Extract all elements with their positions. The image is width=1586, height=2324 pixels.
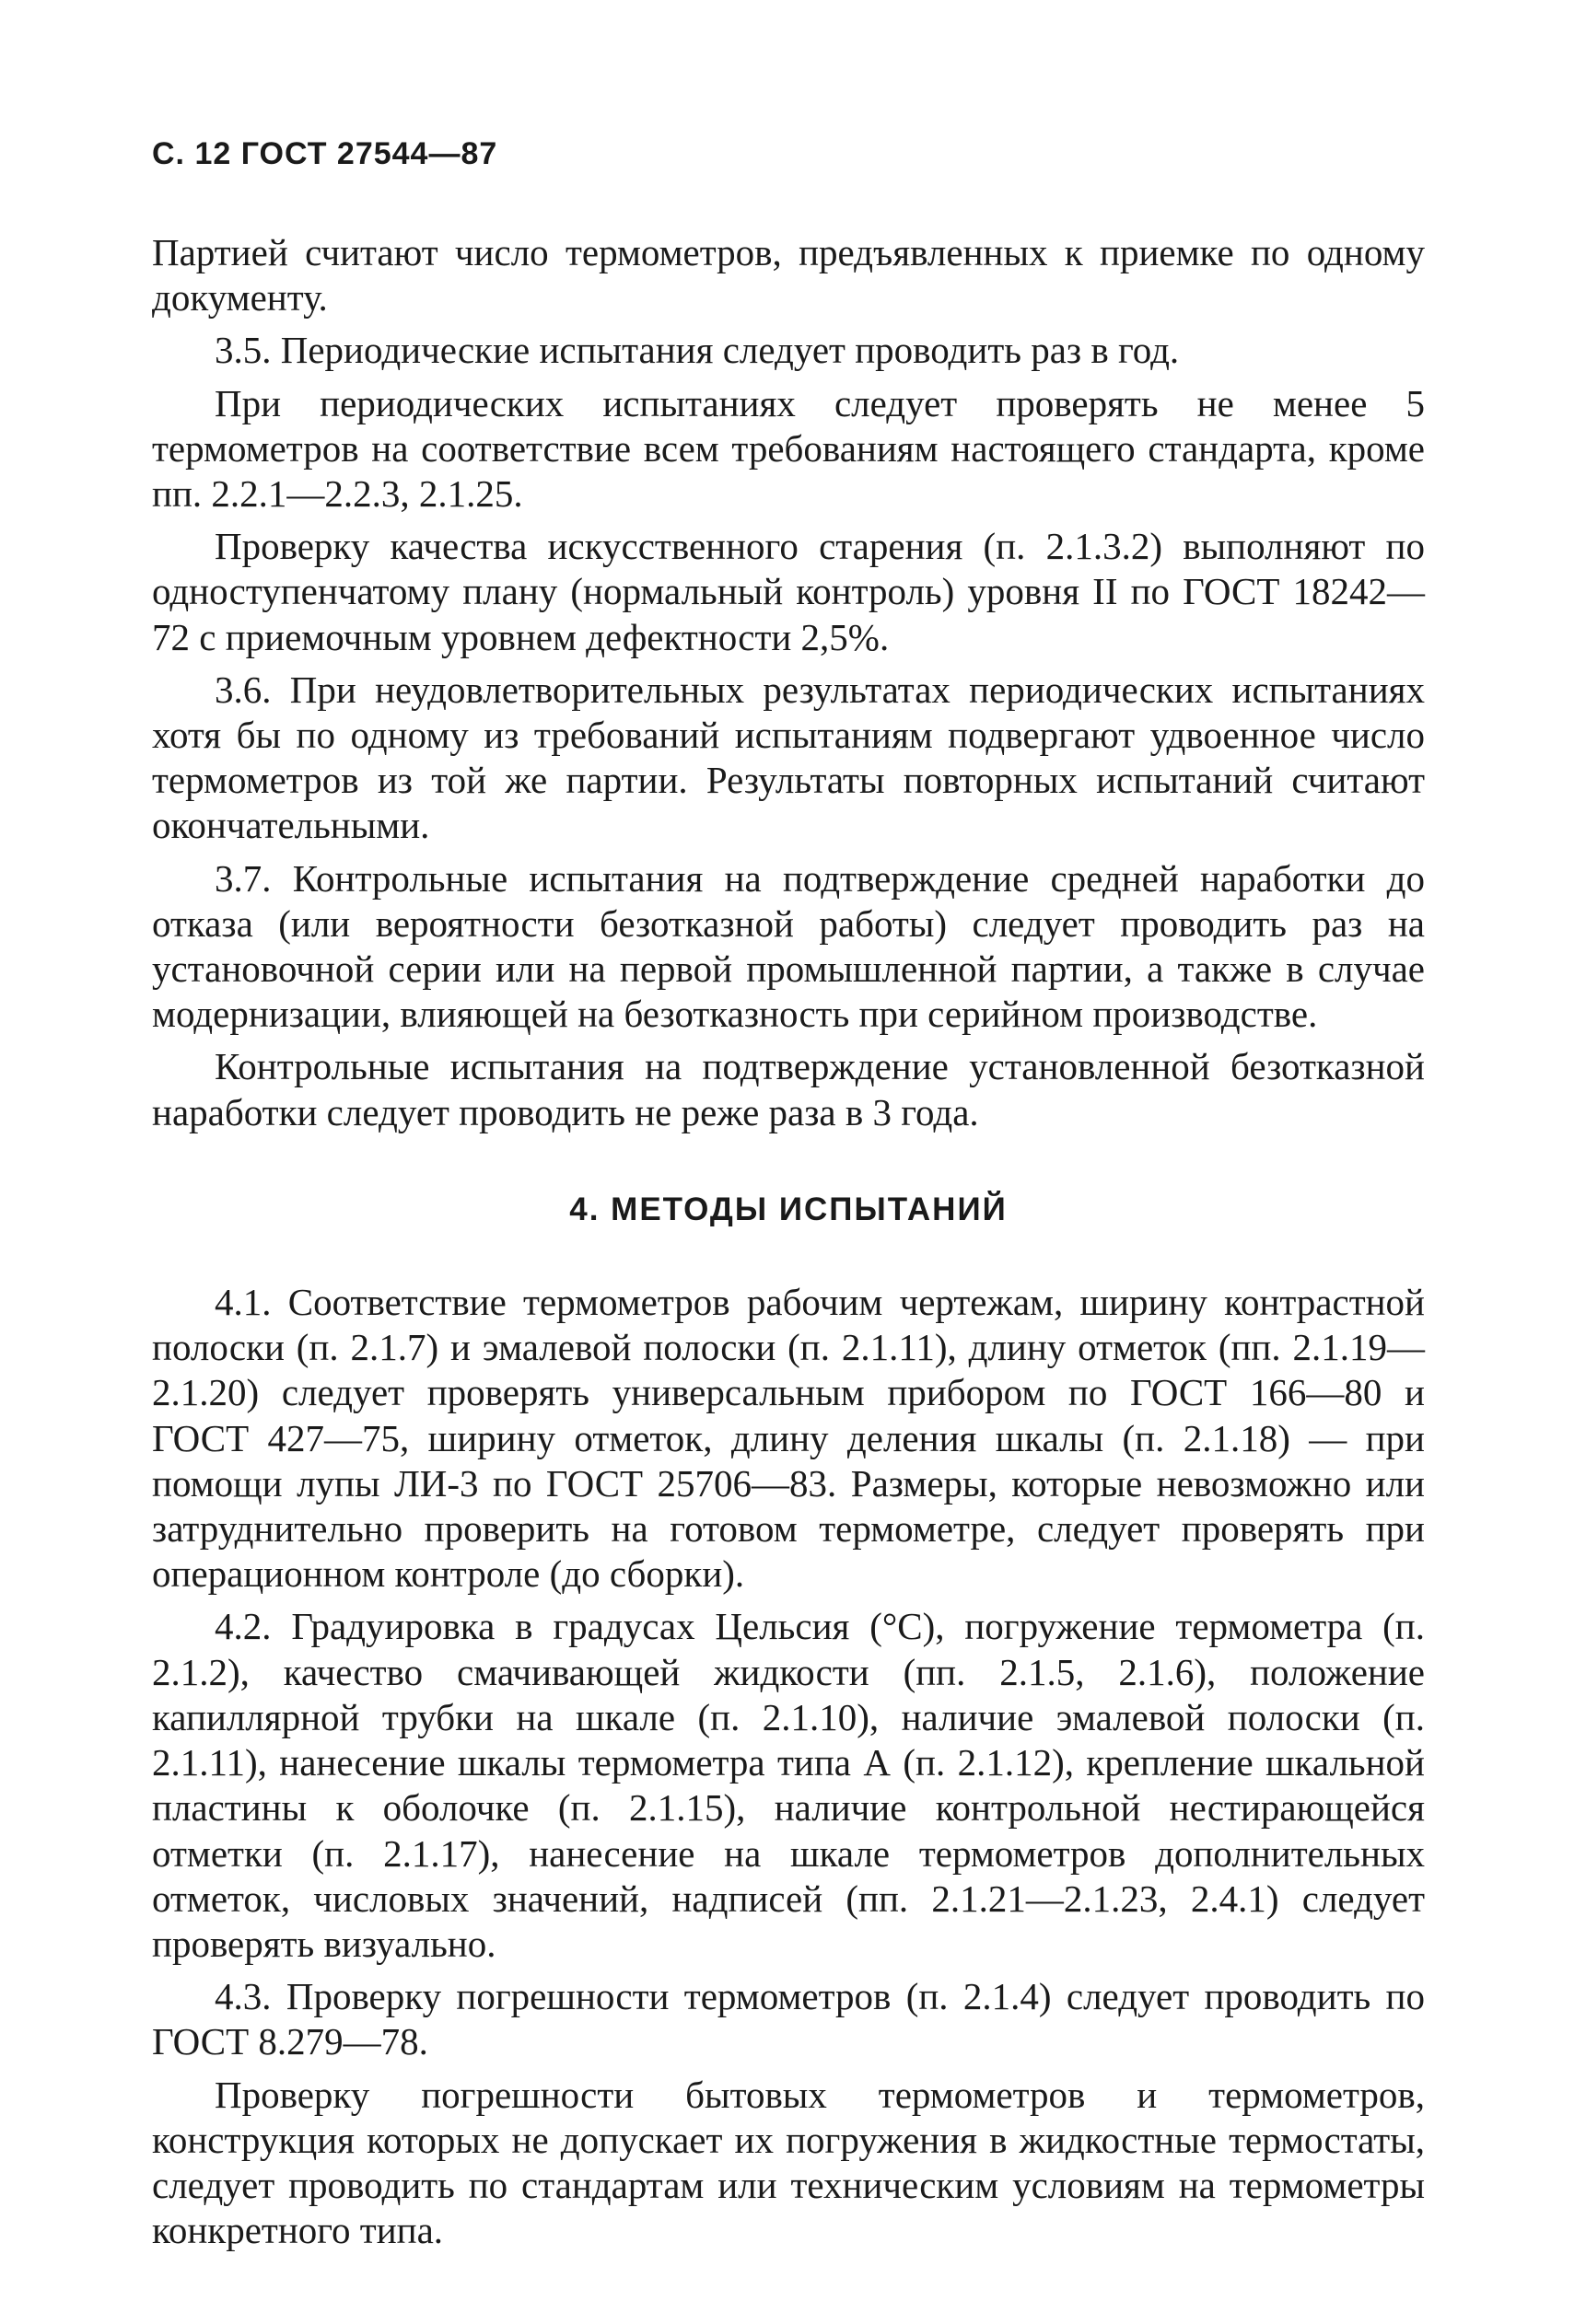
paragraph-4-1: 4.1. Соответствие термометров рабочим чертежам, ширину контрастной полоски (п. 2.1.7) и эмалевой полоски (п. 2.1.11), длину отметок (пп. 2.1.19—2.1.20) следует проверять универсальным прибором по ГОСТ 166—80 и ГОСТ 427—75, ширину отметок, длину деления шкалы (п. 2.1.18) — при помощи лупы ЛИ-3 по ГОСТ 25706—83. Размеры, которые невозможно или затруднительно проверить на готовом термометре, следует проверять при операционном контроле (до сборки). xyxy=(152,1281,1425,1596)
paragraph-3-5: 3.5. Периодические испытания следует проводить раз в год. xyxy=(215,329,1180,372)
paragraph-4-3: 4.3. Проверку погрешности термометров (п. 2.1.4) следует проводить по ГОСТ 8.279—78. xyxy=(152,1975,1425,2063)
section-heading-test-methods: 4. МЕТОДЫ ИСПЫТАНИЙ xyxy=(569,1191,1008,1227)
paragraph-lot-definition: Партией считают число термометров, предъявленных к приемке по одному документу. xyxy=(152,231,1425,320)
document-body xyxy=(152,230,1425,2253)
paragraph-4-2: 4.2. Градуировка в градусах Цельсия (°С), погружение термометра (п. 2.1.2), качество смачивающей жидкости (пп. 2.1.5, 2.1.6), положение капиллярной трубки на шкале (п. 2.1.10), наличие эмалевой полоски (п. 2.1.11), нанесение шкалы термометра типа А (п. 2.1.12), крепление шкальной пластины к оболочке (п. 2.1.15), наличие контрольной нестирающейся отметки (п. 2.1.17), нанесение на шкале термометров дополнительных отметок, числовых значений, надписей (пп. 2.1.21—2.1.23, 2.4.1) следует проверять визуально. xyxy=(152,1605,1425,1965)
running-header: С. 12 ГОСТ 27544—87 xyxy=(152,136,498,171)
paragraph-3-6: 3.6. При неудовлетворительных результатах периодических испытаниях хотя бы по одному из требований испытаниям подвергают удвоенное число термометров из той же партии. Результаты повторных испытаний считают окончательными. xyxy=(152,668,1425,847)
paragraph-aging-check: Проверку качества искусственного старения (п. 2.1.3.2) выполняют по одноступенчатому плану (нормальный контроль) уровня II по ГОСТ 18242—72 с приемочным уровнем дефектности 2,5%. xyxy=(152,525,1425,658)
paragraph-household-thermometers: Проверку погрешности бытовых термометров и термометров, конструкция которых не допускает их погружения в жидкостные термостаты, следует проводить по стандартам или техническим условиям на термометры конкретного типа. xyxy=(152,2073,1425,2252)
paragraph-3-7: 3.7. Контрольные испытания на подтверждение средней наработки до отказа (или вероятности безотказной работы) следует проводить раз на установочной серии или на первой промышленной партии, а также в случае модернизации, влияющей на безотказность при серийном производстве. xyxy=(152,856,1425,1036)
paragraph-control-tests: Контрольные испытания на подтверждение установленной безотказной наработки следует проводить не реже раза в 3 года. xyxy=(152,1045,1425,1133)
paragraph-periodic-tests: При периодических испытаниях следует проверять не менее 5 термометров на соответствие всем требованиям настоящего стандарта, кроме пп. 2.2.1—2.2.3, 2.1.25. xyxy=(152,381,1425,516)
